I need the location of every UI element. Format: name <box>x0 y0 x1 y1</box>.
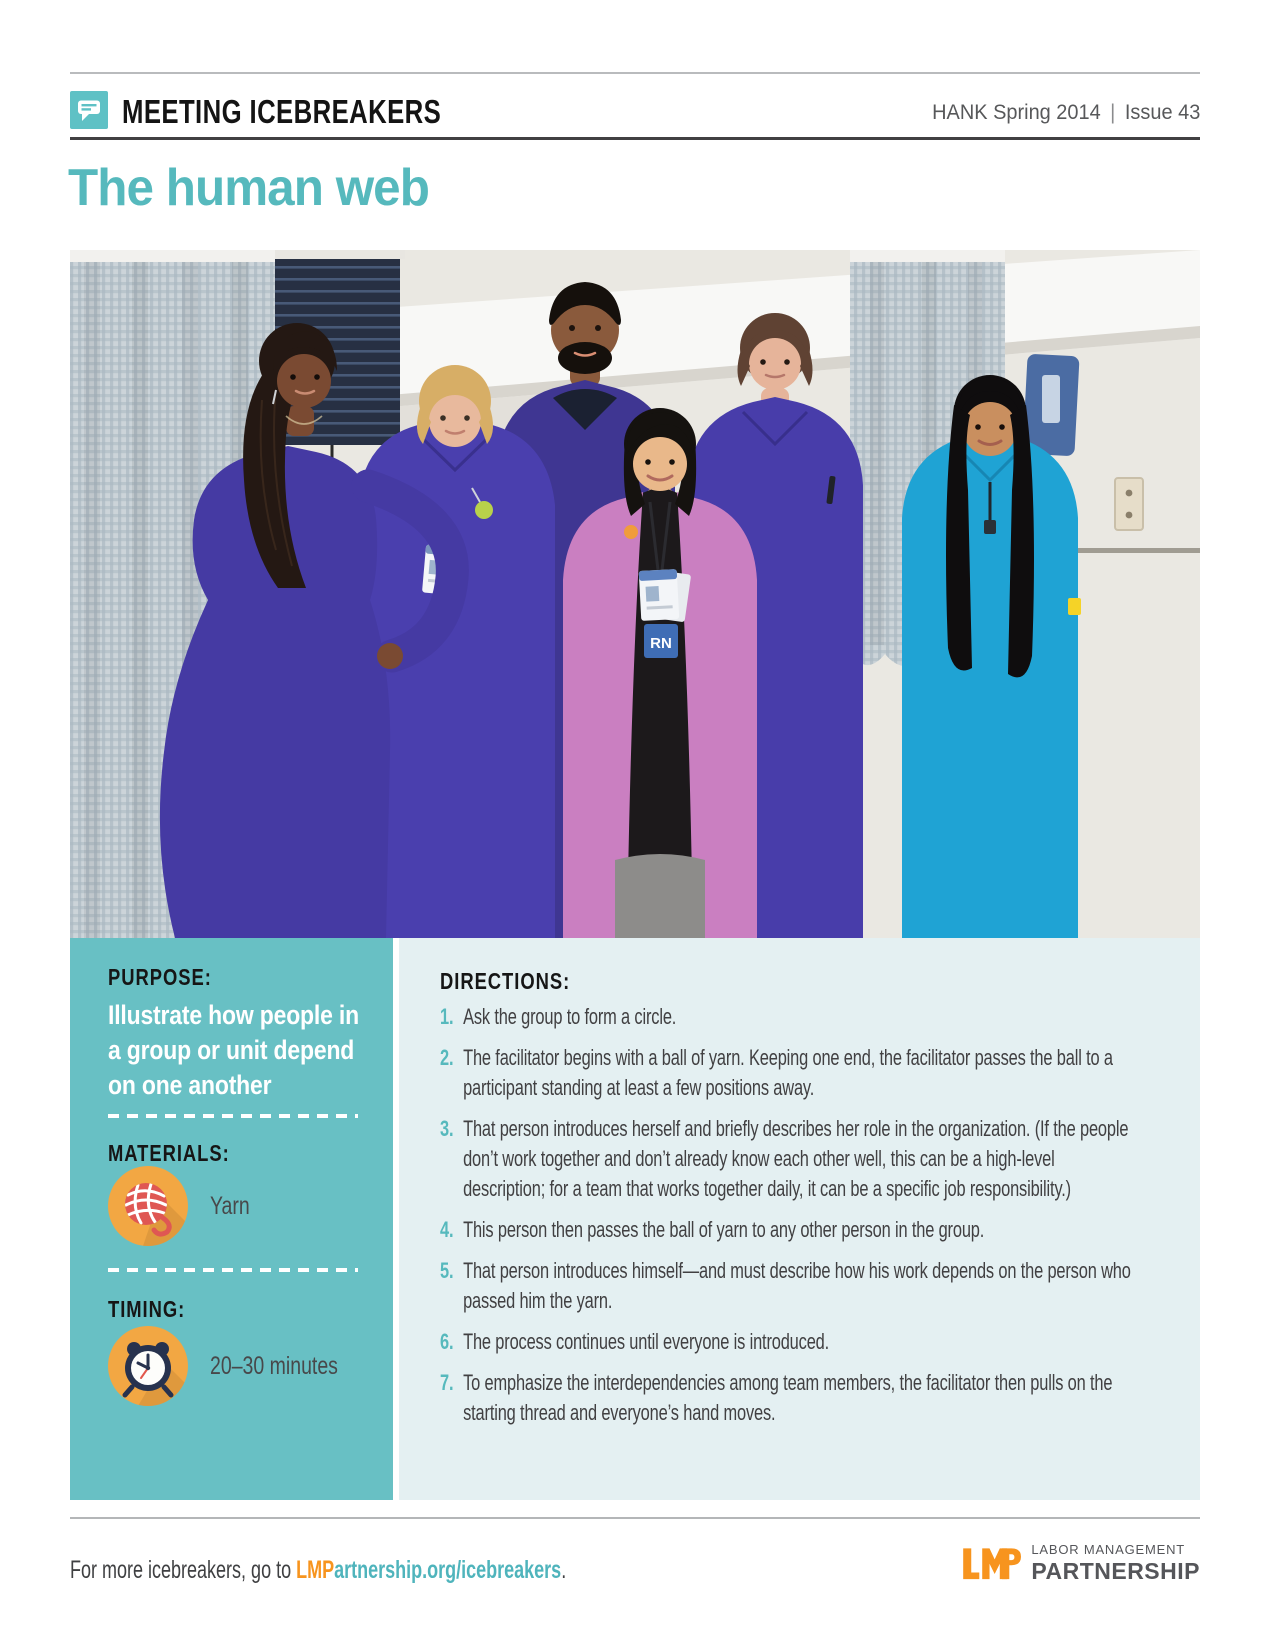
footer-rule <box>70 1517 1200 1519</box>
direction-text: To emphasize the interdependencies among team members, the facilitator then pulls on the starting thread and everyone’s hand moves. <box>463 1370 1113 1425</box>
purpose-label: PURPOSE: <box>108 964 212 990</box>
yarn-icon <box>108 1166 188 1246</box>
issue-name: HANK Spring 2014 <box>931 101 1101 124</box>
issue-info <box>918 101 1200 125</box>
svg-text:RN: RN <box>650 635 672 652</box>
timing-item <box>108 1326 374 1406</box>
timing-label: TIMING: <box>108 1296 186 1322</box>
direction-text: That person introduces herself and briefly describes her role in the organization. (If the people don’t work together and don’t already know each other well, this can be a high-level description; for a team that works together daily, it can be a specific job responsibility.) <box>463 1116 1129 1201</box>
header-rule <box>70 137 1200 140</box>
direction-text: The process continues until everyone is introduced. <box>463 1329 830 1354</box>
team-photo <box>70 250 1200 938</box>
purpose-text: Illustrate how people in a group or unit depend on one another <box>108 1000 359 1100</box>
footer-prefix: For more icebreakers, go to <box>70 1556 297 1584</box>
direction-number: 2. <box>440 1045 454 1070</box>
lmp-monogram-icon <box>961 1540 1021 1586</box>
lmp-logo <box>961 1540 1200 1586</box>
direction-item <box>440 1002 1140 1032</box>
speech-bubble-icon <box>70 91 108 129</box>
logo-line1: LABOR MANAGEMENT <box>1031 1541 1185 1557</box>
direction-text: That person introduces himself—and must describe how his work depends on the person who passed him the yarn. <box>463 1258 1131 1313</box>
direction-item <box>440 1327 1140 1357</box>
direction-number: 4. <box>440 1217 454 1242</box>
materials-item <box>108 1166 261 1246</box>
top-rule <box>70 72 1200 74</box>
sidebar-panel <box>70 938 393 1500</box>
materials-value: Yarn <box>210 1191 250 1220</box>
directions-panel <box>399 938 1200 1500</box>
direction-number: 5. <box>440 1258 454 1283</box>
direction-item <box>440 1256 1140 1316</box>
person-woman-cyan <box>902 375 1081 938</box>
issue-divider: | <box>1109 101 1116 124</box>
directions-label: DIRECTIONS: <box>440 968 571 994</box>
directions-list <box>440 1002 1140 1439</box>
timing-value: 20–30 minutes <box>210 1351 338 1380</box>
direction-item <box>440 1043 1140 1103</box>
footer-link[interactable]: LMPartnership.org/icebreakers <box>296 1556 562 1584</box>
materials-label: MATERIALS: <box>108 1140 230 1166</box>
direction-text: This person then passes the ball of yarn to any other person in the group. <box>463 1217 985 1242</box>
footer-suffix: . <box>561 1556 567 1584</box>
team-photo-illustration <box>70 250 1200 938</box>
dashed-divider <box>108 1114 358 1118</box>
direction-number: 6. <box>440 1329 454 1354</box>
direction-item <box>440 1114 1140 1204</box>
direction-text: Ask the group to form a circle. <box>463 1004 677 1029</box>
dashed-divider <box>108 1268 358 1272</box>
brand-title: MEETING ICEBREAKERS <box>122 93 442 130</box>
footer-note <box>70 1556 759 1585</box>
direction-text: The facilitator begins with a ball of yarn. Keeping one end, the facilitator passes the ball to a participant standing at least a few positions away. <box>463 1045 1113 1100</box>
direction-number: 7. <box>440 1370 454 1395</box>
direction-number: 1. <box>440 1004 454 1029</box>
direction-item <box>440 1215 1140 1245</box>
direction-item <box>440 1368 1140 1428</box>
alarm-clock-icon <box>108 1326 188 1406</box>
page-title: The human web <box>68 159 429 217</box>
logo-line2: PARTNERSHIP <box>1031 1557 1200 1584</box>
direction-number: 3. <box>440 1116 454 1141</box>
issue-number: Issue 43 <box>1124 101 1200 124</box>
